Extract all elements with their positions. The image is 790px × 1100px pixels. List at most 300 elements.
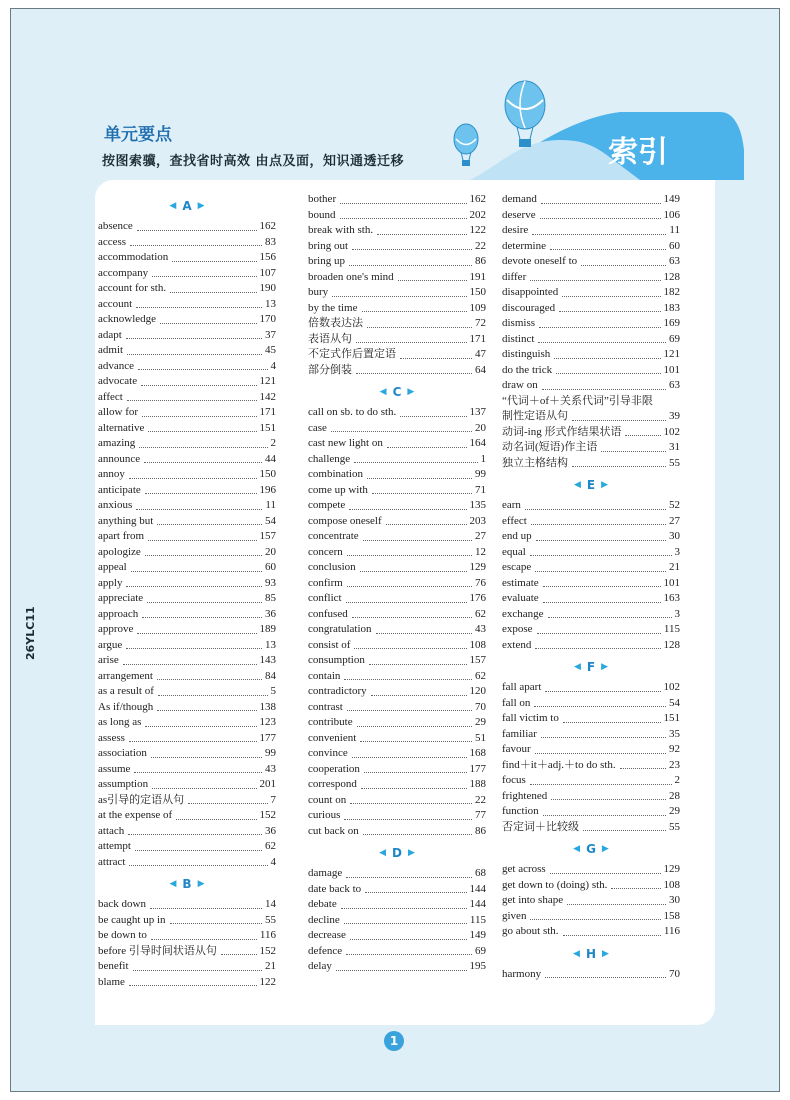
entry-page: 11 [265, 499, 276, 511]
entry-term: desire [502, 224, 529, 236]
entry-term: association [98, 747, 147, 759]
index-entry [98, 219, 276, 235]
dot-leader [148, 431, 256, 432]
entry-page: 102 [663, 681, 680, 693]
entry-term: before 引导时间状语从句 [98, 944, 217, 957]
entry-page: 152 [259, 944, 276, 957]
entry-term: distinct [502, 332, 535, 345]
entry-page: 60 [669, 239, 680, 252]
entry-page: 151 [259, 421, 276, 434]
triangle-left-icon: ◀ [169, 201, 177, 211]
index-entry [98, 913, 276, 929]
index-entry [98, 928, 276, 944]
entry-page: 202 [469, 208, 486, 221]
entry-page: 64 [475, 363, 486, 376]
section-heading [502, 942, 680, 966]
dot-leader [356, 373, 472, 374]
triangle-right-icon: ▶ [601, 662, 609, 672]
index-entry [308, 928, 486, 944]
entry-term: distinguish [502, 348, 551, 360]
dot-leader [550, 249, 666, 250]
dot-leader [376, 633, 472, 634]
dot-leader [176, 819, 256, 820]
entry-page: 162 [259, 220, 276, 232]
entry-page: 129 [469, 561, 486, 573]
entry-page: 62 [265, 840, 276, 852]
entry-page: 128 [663, 638, 680, 651]
index-entry [98, 266, 276, 282]
dot-leader [377, 234, 466, 235]
entry-term: fall victim to [502, 712, 559, 724]
dot-leader [346, 877, 472, 878]
index-entry [98, 343, 276, 359]
entry-page: 156 [259, 251, 276, 263]
entry-page: 47 [475, 348, 486, 360]
entry-page: 188 [469, 778, 486, 790]
triangle-right-icon: ▶ [602, 948, 609, 959]
entry-term: bury [308, 286, 329, 298]
entry-term: accompany [98, 266, 149, 279]
entry-term: confused [308, 607, 348, 620]
entry-term: defence [308, 944, 343, 957]
index-entry [308, 545, 486, 561]
dot-leader [360, 741, 472, 742]
section-letter: H [585, 946, 597, 961]
dot-leader [141, 385, 256, 386]
dot-leader [147, 602, 262, 603]
index-entry [308, 421, 486, 437]
index-entry [502, 622, 680, 638]
entry-page: 2 [674, 774, 680, 786]
entry-page: 62 [475, 607, 486, 620]
dot-leader [340, 218, 467, 219]
entry-page: 68 [475, 867, 486, 879]
entry-page: 11 [669, 224, 680, 236]
index-entry [308, 746, 486, 762]
index-entry [98, 715, 276, 731]
entry-term: benefit [98, 960, 129, 972]
entry-page: 70 [669, 967, 680, 980]
entry-page: 21 [265, 960, 276, 972]
dot-leader [563, 722, 661, 723]
dot-leader [138, 369, 267, 370]
entry-page: 43 [265, 762, 276, 775]
entry-term: appreciate [98, 592, 144, 604]
entry-term: argue [98, 638, 123, 651]
entry-term: delay [308, 960, 332, 972]
entry-term: confirm [308, 576, 343, 589]
dot-leader [131, 571, 262, 572]
entry-page: 143 [259, 654, 276, 666]
index-entry [308, 483, 486, 499]
index-entry [98, 483, 276, 499]
entry-term: end up [502, 530, 532, 542]
dot-leader [350, 803, 472, 804]
index-entry [308, 576, 486, 592]
entry-term: discouraged [502, 301, 556, 314]
index-entry [98, 297, 276, 313]
entry-term: count on [308, 793, 347, 806]
index-entry [308, 514, 486, 530]
dot-leader [150, 908, 262, 909]
index-entry [98, 959, 276, 975]
index-entry [98, 374, 276, 390]
entry-page: 27 [669, 514, 680, 527]
index-entry [98, 975, 276, 991]
dot-leader [129, 865, 267, 866]
index-entry [98, 421, 276, 437]
dot-leader [530, 919, 660, 920]
entry-term: debate [308, 898, 337, 910]
entry-page: 190 [259, 282, 276, 294]
dot-leader [625, 435, 660, 436]
dot-leader [123, 664, 257, 665]
index-entry [502, 711, 680, 727]
dot-leader [127, 400, 257, 401]
entry-term: annoy [98, 468, 125, 480]
entry-page: 116 [663, 925, 680, 937]
entry-term: 否定词＋比较级 [502, 820, 579, 833]
index-entry [308, 529, 486, 545]
dot-leader [336, 970, 467, 971]
entry-term: approach [98, 607, 139, 620]
dot-leader [341, 908, 467, 909]
balloon-large-icon [505, 81, 545, 147]
section-letter: D [392, 846, 402, 860]
entry-page: 203 [469, 514, 486, 527]
index-entry [502, 591, 680, 607]
index-entry [308, 777, 486, 793]
dot-leader [367, 478, 472, 479]
index-entry [98, 897, 276, 913]
index-column [98, 192, 276, 990]
entry-term: bound [308, 208, 336, 221]
entry-page: 45 [265, 344, 276, 356]
entry-page: 86 [475, 824, 486, 837]
index-entry [308, 254, 486, 270]
entry-term: contradictory [308, 685, 367, 697]
entry-term: as long as [98, 716, 142, 728]
dot-leader [332, 296, 466, 297]
entry-page: 144 [469, 882, 486, 895]
index-entry [98, 312, 276, 328]
entry-page: 129 [663, 863, 680, 875]
entry-page: 177 [469, 762, 486, 775]
dot-leader [543, 815, 666, 816]
index-entry [308, 208, 486, 224]
entry-term: congratulation [308, 623, 372, 635]
entry-page: 5 [270, 685, 276, 697]
section-heading [502, 473, 680, 497]
index-entry [502, 727, 680, 743]
dot-leader [400, 416, 466, 417]
entry-page: 76 [475, 576, 486, 589]
dot-leader [537, 633, 661, 634]
entry-term: consumption [308, 654, 365, 666]
dot-leader [372, 493, 472, 494]
triangle-left-icon: ◀ [573, 480, 581, 490]
index-entry [98, 545, 276, 561]
entry-term: get down to (doing) sth. [502, 878, 608, 891]
section-letter: C [392, 385, 402, 399]
index-entry [98, 436, 276, 452]
index-entry [502, 498, 680, 514]
entry-page: 107 [259, 266, 276, 279]
index-entry [308, 700, 486, 716]
dot-leader [530, 784, 672, 785]
dot-leader [344, 923, 467, 924]
entry-term: approve [98, 623, 134, 635]
entry-term: broaden one's mind [308, 270, 394, 283]
dot-leader [350, 939, 467, 940]
index-entry [502, 347, 680, 363]
index-entry [308, 684, 486, 700]
side-code: 26YLC11 [24, 606, 37, 660]
dot-leader [137, 230, 257, 231]
dot-leader [129, 985, 257, 986]
index-entry [308, 669, 486, 685]
entry-term: appeal [98, 561, 127, 573]
dot-leader [152, 276, 256, 277]
entry-page: 168 [469, 747, 486, 759]
entry-page: 158 [663, 909, 680, 922]
index-entry [502, 560, 680, 576]
entry-page: 31 [669, 441, 680, 453]
entry-page: 72 [475, 317, 486, 329]
entry-page: 169 [663, 317, 680, 329]
dot-leader [157, 710, 256, 711]
dot-leader [136, 509, 262, 510]
entry-term: be caught up in [98, 913, 166, 926]
entry-term: 表语从句 [308, 332, 352, 345]
entry-term: at the expense of [98, 809, 173, 821]
index-entry [502, 696, 680, 712]
entry-term: escape [502, 561, 532, 573]
dot-leader [130, 245, 262, 246]
entry-term: absence [98, 220, 133, 232]
index-entry [98, 529, 276, 545]
entry-term: get across [502, 863, 546, 875]
entry-page: 191 [469, 270, 486, 283]
entry-term: extend [502, 638, 532, 651]
triangle-left-icon: ◀ [379, 848, 387, 858]
entry-page: 20 [265, 545, 276, 558]
entry-page: 99 [475, 468, 486, 480]
entry-term: 动词-ing 形式作结果状语 [502, 425, 622, 438]
entry-page: 55 [669, 456, 680, 469]
entry-term: “代词＋of＋关系代词”引导非限 [502, 394, 653, 407]
index-entry [308, 591, 486, 607]
entry-page: 60 [265, 561, 276, 573]
dot-leader [347, 555, 472, 556]
entry-term: back down [98, 898, 146, 910]
dot-leader [126, 338, 262, 339]
entry-page: 37 [265, 328, 276, 341]
dot-leader [620, 768, 666, 769]
entry-page: 2 [270, 437, 276, 449]
index-entry [308, 560, 486, 576]
entry-page: 63 [669, 255, 680, 267]
index-entry [308, 436, 486, 452]
dot-leader [541, 737, 666, 738]
dot-leader [135, 850, 262, 851]
entry-term: announce [98, 452, 141, 465]
index-entry [98, 855, 276, 871]
dot-leader [356, 342, 467, 343]
index-entry [98, 452, 276, 468]
entry-page: 99 [265, 747, 276, 759]
index-entry [308, 607, 486, 623]
index-entry [98, 328, 276, 344]
entry-term: case [308, 421, 327, 434]
entry-term: anything but [98, 514, 154, 527]
dot-leader [354, 648, 466, 649]
dot-leader [136, 307, 262, 308]
entry-page: 171 [469, 332, 486, 345]
dot-leader [160, 323, 256, 324]
section-letter: G [586, 842, 596, 856]
entry-page: 115 [663, 623, 680, 635]
dot-leader [535, 753, 666, 754]
entry-term: advocate [98, 375, 138, 387]
dot-leader [545, 977, 666, 978]
entry-term: curious [308, 809, 341, 821]
entry-term: given [502, 909, 527, 922]
entry-term: consist of [308, 638, 351, 651]
entry-page: 13 [265, 297, 276, 310]
entry-page: 1 [480, 452, 486, 465]
entry-term: compose oneself [308, 514, 382, 527]
index-entry [502, 456, 680, 472]
index-entry [308, 363, 486, 379]
index-entry [502, 638, 680, 654]
index-entry [98, 653, 276, 669]
dot-leader [572, 466, 666, 467]
entry-page: 27 [475, 530, 486, 542]
dot-leader [129, 478, 257, 479]
entry-page: 55 [265, 913, 276, 926]
entry-term: differ [502, 270, 527, 283]
entry-term: arrangement [98, 669, 153, 682]
index-entry [98, 514, 276, 530]
entry-term: convenient [308, 731, 357, 744]
entry-term: do the trick [502, 363, 553, 376]
entry-term: account for sth. [98, 282, 167, 294]
entry-page: 157 [259, 530, 276, 542]
index-entry [502, 862, 680, 878]
dot-leader [536, 540, 666, 541]
entry-term: 动名词(短语)作主语 [502, 441, 598, 453]
entry-term: function [502, 805, 539, 817]
entry-page: 44 [265, 452, 276, 465]
dot-leader [525, 509, 666, 510]
entry-term: bring out [308, 239, 349, 252]
dot-leader [562, 296, 660, 297]
entry-page: 63 [669, 379, 680, 391]
entry-page: 150 [469, 286, 486, 298]
section-letter: B [182, 877, 192, 891]
entry-page: 55 [669, 820, 680, 833]
entry-term: 部分倒装 [308, 363, 352, 376]
entry-page: 163 [663, 592, 680, 604]
entry-page: 83 [265, 235, 276, 248]
entry-page: 149 [469, 929, 486, 941]
entry-page: 3 [674, 545, 680, 558]
index-entry [502, 773, 680, 789]
index-entry [502, 967, 680, 983]
dot-leader [347, 586, 472, 587]
dot-leader [152, 788, 256, 789]
index-entry [502, 529, 680, 545]
entry-page: 138 [259, 700, 276, 713]
entry-page: 157 [469, 654, 486, 666]
index-entry [502, 316, 680, 332]
index-entry [308, 715, 486, 731]
entry-page: 122 [469, 224, 486, 236]
entry-term: by the time [308, 301, 358, 314]
entry-page: 4 [270, 855, 276, 868]
entry-term: expose [502, 623, 533, 635]
entry-term: dismiss [502, 317, 536, 329]
dot-leader [539, 327, 660, 328]
entry-term: acknowledge [98, 313, 157, 325]
index-entry [98, 731, 276, 747]
section-heading [98, 872, 276, 896]
dot-leader [387, 447, 467, 448]
header-decoration [0, 0, 790, 200]
entry-page: 22 [475, 239, 486, 252]
index-entry [502, 378, 680, 394]
entry-page: 39 [669, 410, 680, 422]
index-entry [98, 808, 276, 824]
index-entry [308, 301, 486, 317]
dot-leader [363, 834, 472, 835]
entry-page: 43 [475, 623, 486, 635]
dot-leader [556, 373, 660, 374]
dot-leader [534, 706, 666, 707]
dot-leader [346, 602, 467, 603]
entry-term: affect [98, 390, 123, 403]
entry-page: 128 [663, 270, 680, 283]
index-entry [308, 866, 486, 882]
index-entry [98, 607, 276, 623]
entry-term: cooperation [308, 762, 360, 775]
entry-page: 176 [469, 592, 486, 604]
entry-page: 54 [669, 696, 680, 709]
dot-leader [362, 311, 467, 312]
index-entry [98, 250, 276, 266]
dot-leader [221, 954, 257, 955]
entry-term: come up with [308, 483, 368, 496]
entry-page: 70 [475, 700, 486, 713]
dot-leader [142, 617, 262, 618]
entry-page: 189 [259, 623, 276, 635]
triangle-right-icon: ▶ [407, 387, 415, 397]
entry-page: 4 [270, 359, 276, 372]
section-heading [308, 380, 486, 404]
index-entry [98, 359, 276, 375]
dot-leader [530, 280, 660, 281]
dot-leader [145, 726, 256, 727]
entry-term: evaluate [502, 592, 539, 604]
index-entry [308, 467, 486, 483]
dot-leader [129, 741, 257, 742]
dot-leader [363, 540, 472, 541]
dot-leader [158, 695, 268, 696]
entry-page: 149 [663, 193, 680, 205]
index-entry [98, 576, 276, 592]
index-entry [98, 638, 276, 654]
